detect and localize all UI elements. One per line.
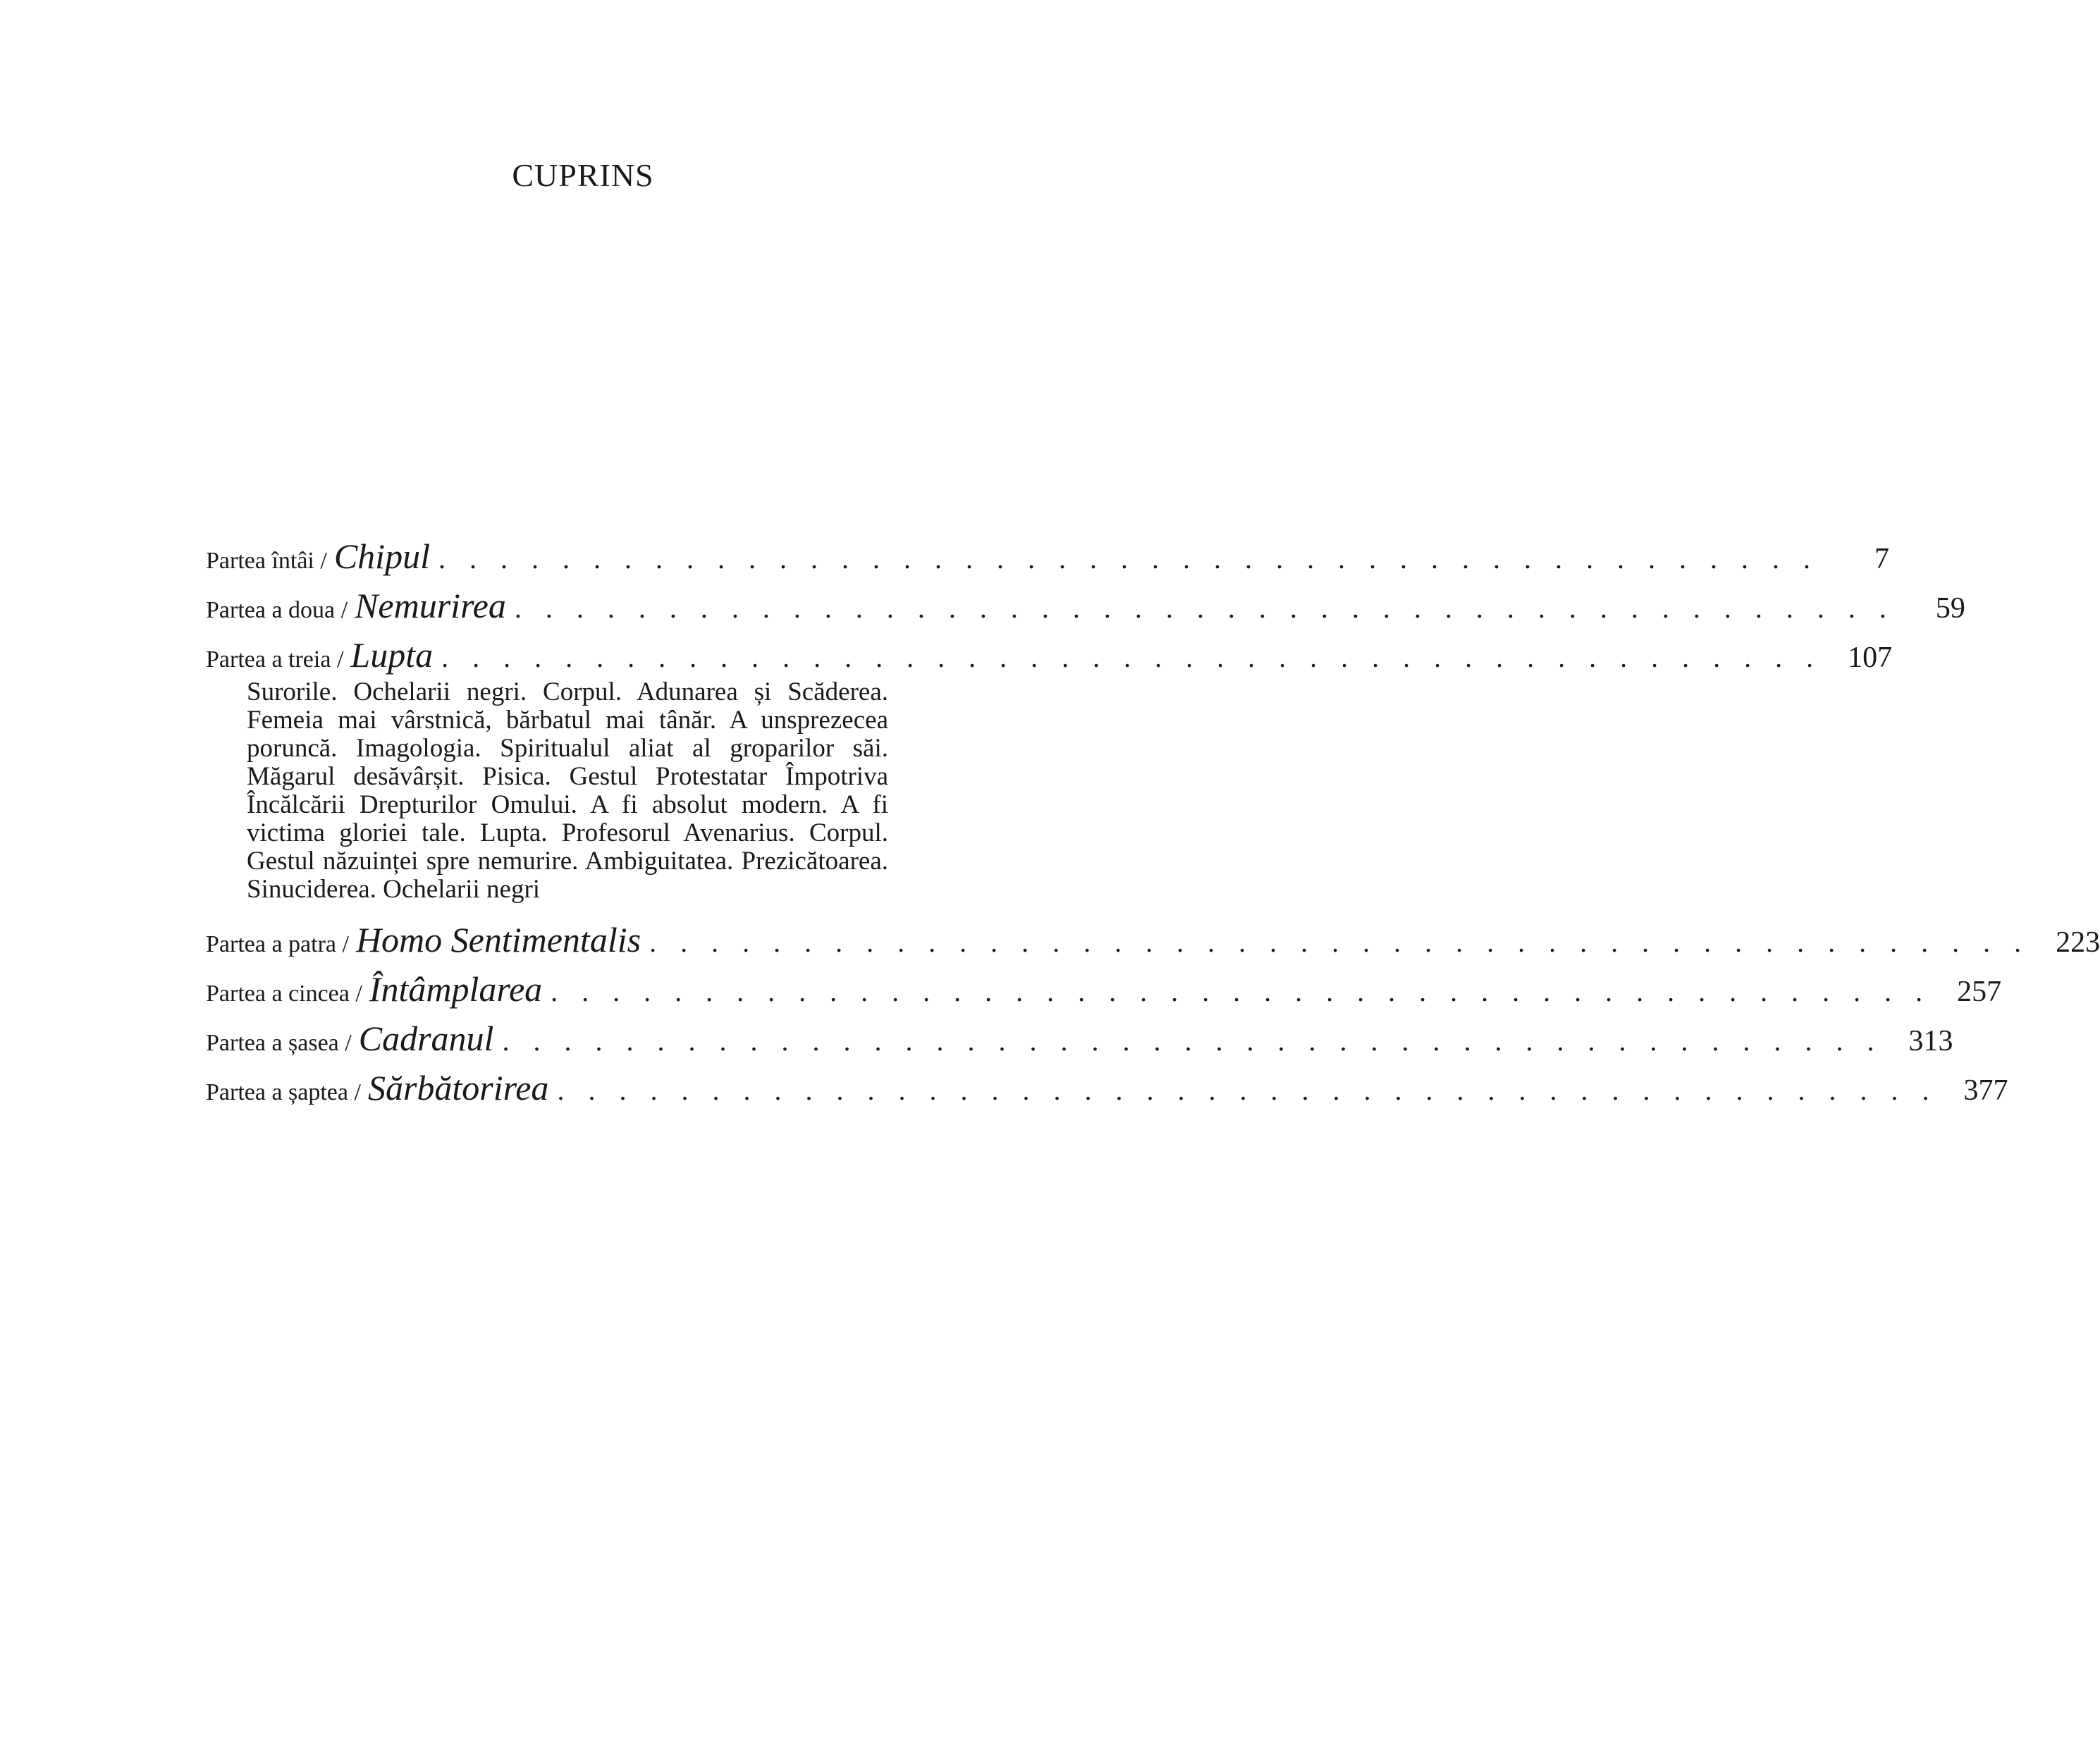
part-title: Homo Sentimentalis [355,920,641,959]
part-title: Lupta [350,635,434,675]
toc-entry-part-2[interactable] [206,585,1965,634]
dot-leader: . . . . . . . . . . . . . . . . . . . . . . . . . . . . . . . . . . . . . . . . . . . . . [649,926,2030,958]
dot-leader: . . . . . . . . . . . . . . . . . . . . . . . . . . . . . . . . . . . . . . . . . . . . . [514,592,1895,624]
dot-leader: . . . . . . . . . . . . . . . . . . . . . . . . . . . . . . . . . . . . . . . . . . . . . [438,543,1819,575]
part-label: Partea a treia / [206,646,344,673]
part-title: Chipul [333,536,430,576]
dot-leader: . . . . . . . . . . . . . . . . . . . . . . . . . . . . . . . . . . . . . . . . . . . . . [551,976,1932,1007]
part-label: Partea a doua / [206,597,348,623]
part-title: Cadranul [358,1019,494,1058]
page-number: 313 [1908,1025,1953,1057]
part-label: Partea a patra / [206,931,349,957]
page-number: 107 [1848,642,1893,674]
toc-entry-part-1[interactable] [206,536,1889,585]
part-title: Sărbătorirea [367,1068,549,1107]
page-number: 377 [1963,1074,2008,1107]
dot-leader: . . . . . . . . . . . . . . . . . . . . . . . . . . . . . . . . . . . . . . . . . . . . . [557,1074,1938,1106]
part-title: Întâmplarea [369,969,543,1009]
dot-leader: . . . . . . . . . . . . . . . . . . . . . . . . . . . . . . . . . . . . . . . . . . . . . [441,642,1822,673]
toc-entry-part-7[interactable] [206,1067,2008,1117]
page-number: 223 [2056,926,2100,959]
dot-leader: . . . . . . . . . . . . . . . . . . . . . . . . . . . . . . . . . . . . . . . . . . . . . [502,1025,1883,1057]
toc-entry-part-6[interactable] [206,1018,1953,1067]
toc-entry-part-5[interactable] [206,969,2002,1018]
table-of-contents [206,536,2100,1117]
page-number: 7 [1874,543,1889,575]
toc-entry-part-4[interactable] [206,919,2100,969]
part-label: Partea a șasea / [206,1030,352,1056]
part-title: Nemurirea [355,586,506,625]
part-label: Partea a cincea / [206,981,362,1007]
part-label: Partea a șaptea / [206,1079,361,1105]
chapter-list: Surorile. Ochelarii negri. Corpul. Adunarea și Scăderea. Femeia mai vârstnică, bărbatul mai tânăr. A unsprezecea poruncă. Imagologia. Spiritualul aliat al groparilor săi. Măgarul desăvârșit. Pisica. Gestul Protestatar Împotriva Încălcării Drepturilor Omului. A fi absolut modern. A fi victima gloriei tale. Lupta. Profesorul Avenarius. Corpul. Gestul năzuinței spre nemurire. Ambiguitatea. Prezicătoarea. Sinuciderea. Ochelarii negri [247,677,888,904]
page-number: 257 [1957,976,2002,1008]
page-title: CUPRINS [512,157,654,193]
part-label: Partea întâi / [206,548,327,574]
toc-entry-part-3[interactable] [206,634,1893,684]
page-number: 59 [1935,592,1965,625]
